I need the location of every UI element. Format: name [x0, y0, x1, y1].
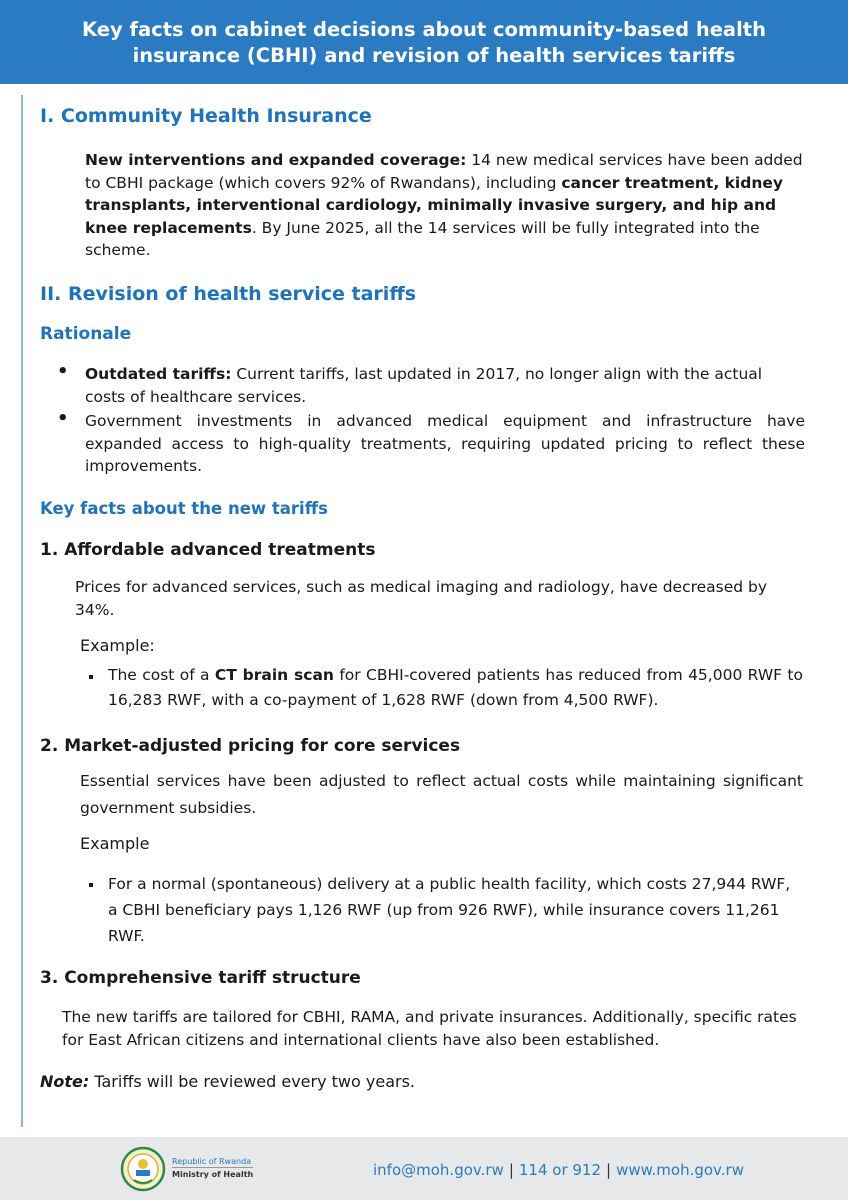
point1-example-label: Example:	[80, 636, 155, 655]
rationale-item-1	[85, 363, 805, 408]
section1-paragraph	[85, 149, 805, 262]
rwanda-seal-icon	[120, 1146, 166, 1192]
phone-number: 114 or 912	[518, 1161, 602, 1179]
header-title-line2: insurance (CBHI) and revision of health services tariffs	[132, 44, 736, 67]
point1-text: Prices for advanced services, such as medical imaging and radiology, have decreased by 34%.	[75, 578, 768, 619]
org-name	[172, 1156, 253, 1180]
rationale-item-1-text: Current tariffs, last updated in 2017, no longer align with the actual costs of healthcare services.	[85, 365, 763, 406]
point3-heading: 3. Comprehensive tariff structure	[40, 968, 361, 988]
point1-example-post: for CBHI-covered patients has reduced from 45,000 RWF to 16,283 RWF, with a co-payment of 1,628 RWF (down from 4,500 RWF).	[108, 666, 803, 709]
section1-text1: 14 new medical services have been added to CBHI package (which covers 92% of Rwandans), including	[85, 151, 803, 192]
header-title-line1: Key facts on cabinet decisions about community-based health	[82, 18, 766, 41]
section1-lead: New interventions and expanded coverage:	[85, 151, 467, 169]
note	[40, 1071, 800, 1094]
point1-heading: 1. Affordable advanced treatments	[40, 540, 376, 560]
note-label: Note:	[40, 1072, 90, 1091]
point1-example-pre: The cost of a	[108, 666, 215, 684]
email-link[interactable]: info@moh.gov.rw	[373, 1161, 504, 1179]
key-facts-heading: Key facts about the new tariffs	[40, 499, 328, 518]
separator: |	[606, 1161, 612, 1179]
point2-heading: 2. Market-adjusted pricing for core services	[40, 736, 461, 756]
org-republic: Republic of Rwanda	[172, 1157, 252, 1166]
point1-example	[108, 663, 803, 713]
org-ministry: Ministry of Health	[172, 1167, 253, 1180]
point2-text: Essential services have been adjusted to reflect actual costs while maintaining significant government subsidies.	[80, 772, 803, 817]
square-bullet-icon	[89, 675, 93, 679]
square-bullet-icon	[89, 883, 93, 887]
point1-example-bold: CT brain scan	[214, 666, 334, 684]
page-header	[0, 0, 848, 84]
bullet-icon: •	[57, 408, 69, 429]
footer	[0, 1137, 848, 1200]
section1-services: cancer treatment, kidney transplants, interventional cardiology, minimally invasive surgery, and hip and knee replacements	[85, 173, 783, 237]
point3-text: The new tariffs are tailored for CBHI, RAMA, and private insurances. Additionally, specific rates for East African citizens and international clients have also been established.	[62, 1008, 797, 1049]
website-link[interactable]: www.moh.gov.rw	[616, 1161, 744, 1179]
section1-heading: I. Community Health Insurance	[40, 105, 372, 127]
point2-example: For a normal (spontaneous) delivery at a public health facility, which costs 27,944 RWF, a CBHI beneficiary pays 1,126 RWF (up from 926 RWF), while insurance covers 11,261 RWF.	[108, 875, 791, 945]
bullet-icon: •	[57, 361, 69, 382]
section1-text2: . By June 2025, all the 14 services will be fully integrated into the scheme.	[85, 218, 760, 259]
separator: |	[508, 1161, 514, 1179]
rationale-item-2: Government investments in advanced medical equipment and infrastructure have expanded access to high-quality treatments, requiring updated pricing to reflect these improvements.	[85, 412, 805, 475]
section2-heading: II. Revision of health service tariffs	[40, 283, 417, 305]
point2-example-label: Example	[80, 834, 150, 853]
rationale-item-1-bold: Outdated tariffs:	[85, 365, 232, 383]
contact-info	[373, 1161, 744, 1179]
note-text: Tariffs will be reviewed every two years.	[89, 1072, 415, 1091]
left-divider	[21, 95, 23, 1127]
rationale-heading: Rationale	[40, 324, 132, 344]
